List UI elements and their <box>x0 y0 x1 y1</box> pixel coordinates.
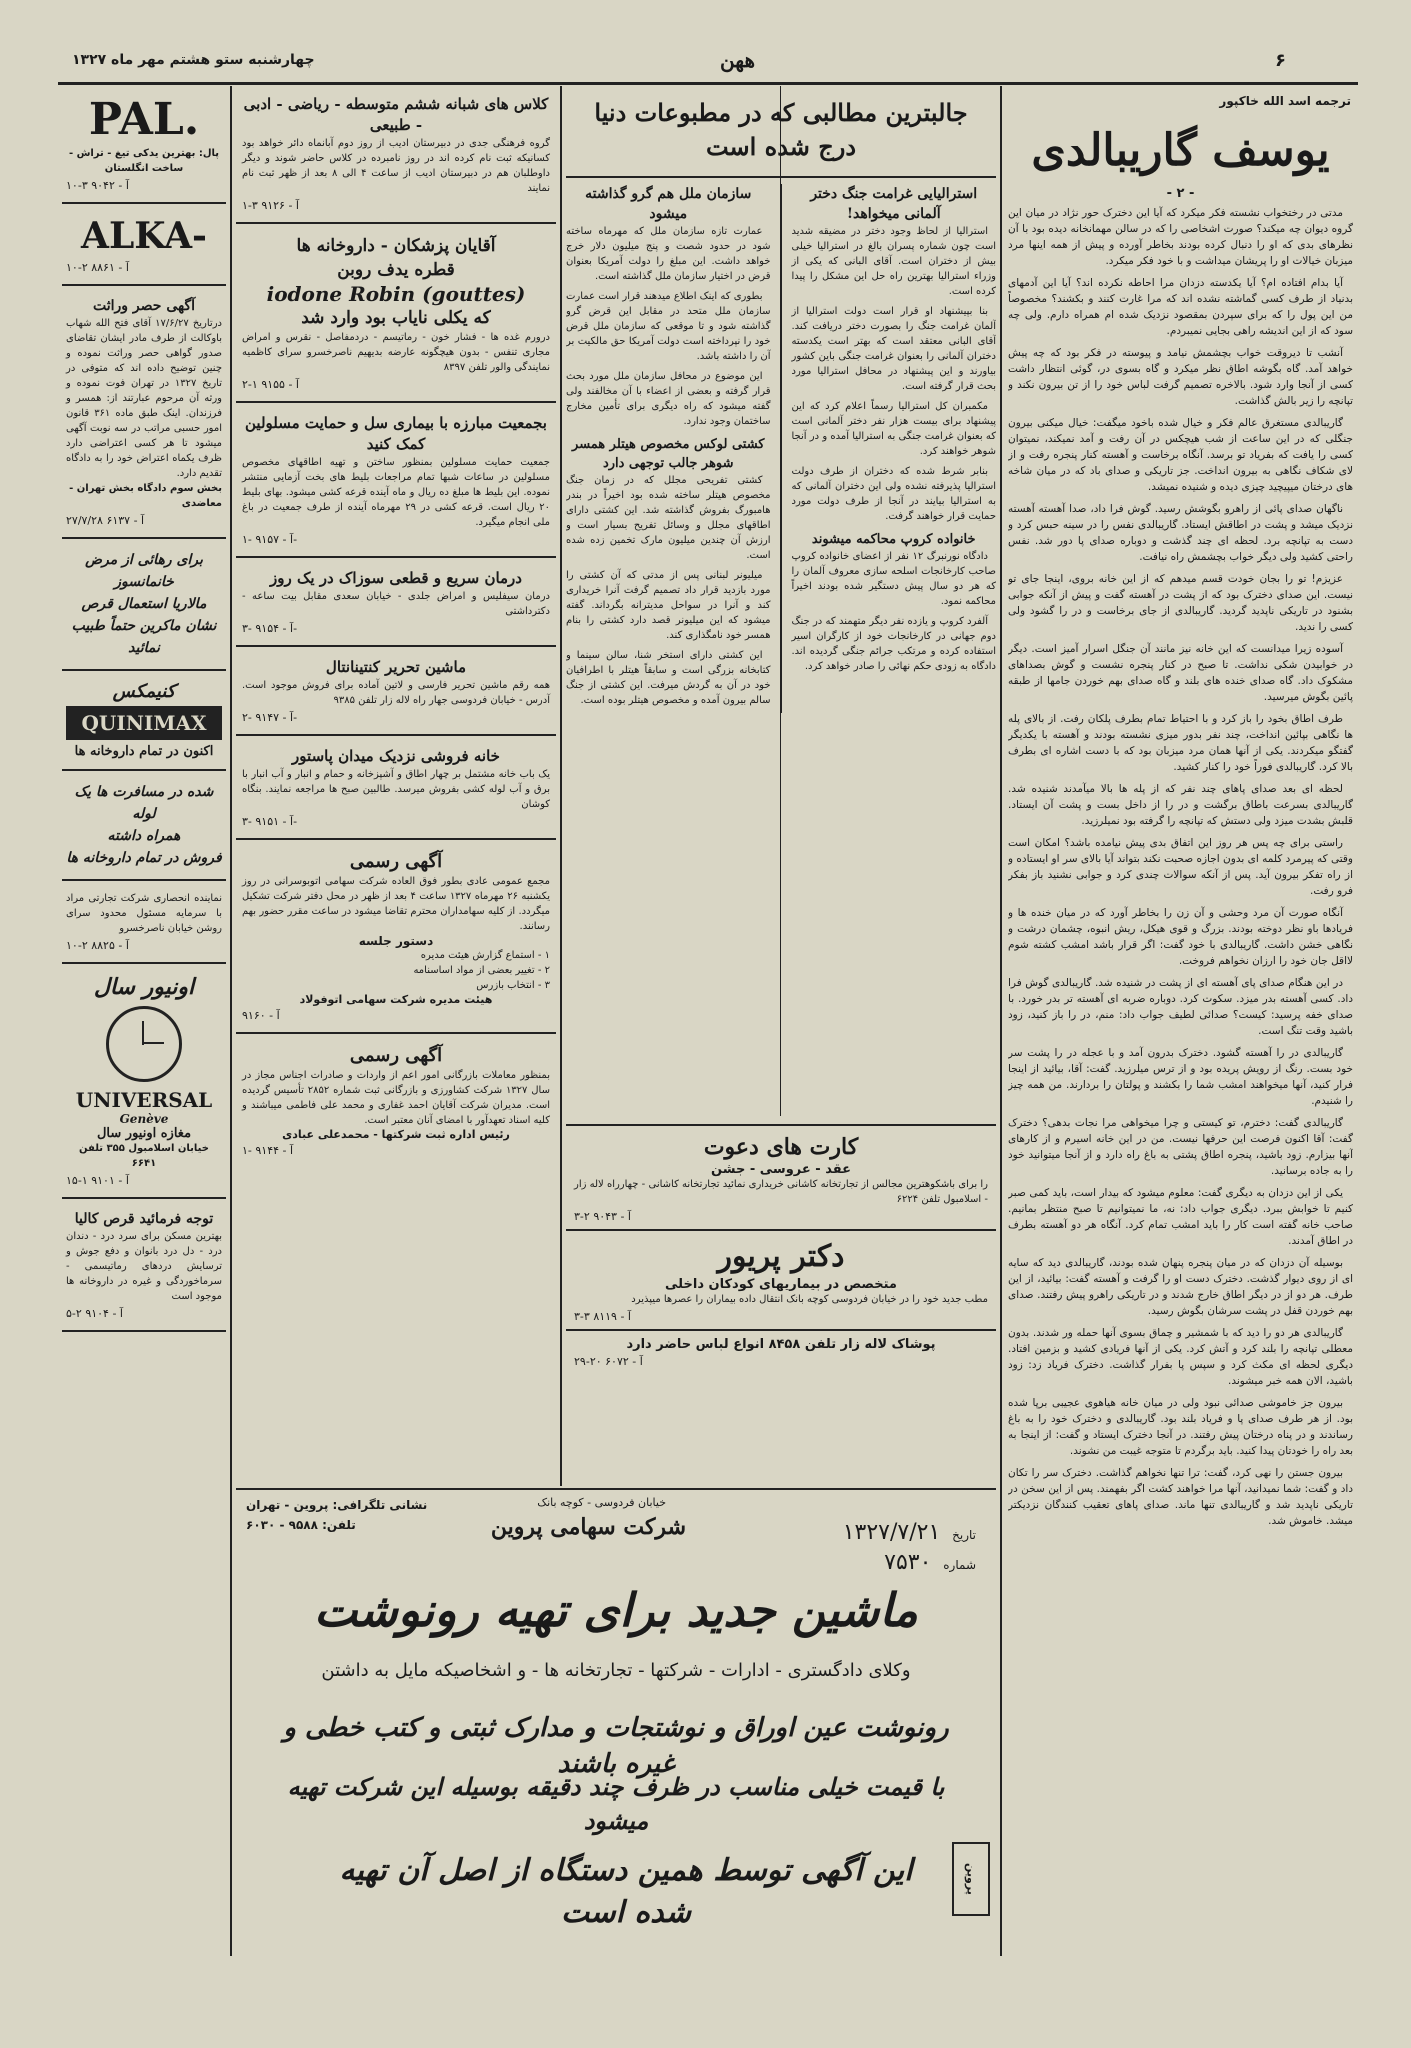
pal-logo: PAL. <box>88 94 200 145</box>
ad-code: آ - ۹۱۶۰ <box>242 1009 280 1022</box>
script-line: فروش در تمام داروخانه ها <box>66 850 222 866</box>
cards-title: کارت های دعوت <box>703 1134 859 1160</box>
serial-paragraph: بوسیله آن دزدان که در میان پنجره پنهان شده بودند، گاریبالدی دید که سایه ای از روی دیوار گذشت. دخترک دست او را گرفت و آهسته گفت: بیائید، از این طرف. هر دو از در دیگر اطاق خارج شدند و در تاریکی راهرو پیش رفتند. صدای بهم خوردن قفل در پشت سرشان بگوش رسید. <box>1008 1257 1353 1317</box>
ad-line: کنیمکس <box>112 681 176 702</box>
ad-code: آ - ۹۱۲۶ ۳-۱ <box>242 199 299 212</box>
company-name: شرکت سهامی پروین <box>490 1514 686 1540</box>
left-ad <box>62 887 226 956</box>
news-section <box>566 90 996 1110</box>
serial-paragraph: گاریبالدی در را آهسته گشود. دخترک بدرون آمد و با عجله در را پشت سر خود بست. رنگ از رویش پریده بود و از ترس میلرزید. گفت: آقا، بیائید از اینجا فرار کنید، آنها میخواهند امشب شما را بکشند و پولتان را بردارند. من همه چیز را شنیدم. <box>1008 1047 1353 1107</box>
clothes-text: پوشاک لاله زار تلفن ۸۴۵۸ انواع لباس حاضر دارد <box>626 1337 936 1352</box>
ad-text: بهترین مسکن برای سرد درد - دندان درد - دل درد بانوان و دفع جوش و ترسایش دردهای رماتیسمی - سرماخوردگی و غیره در داروخانه ها موجود است <box>66 1231 222 1302</box>
serial-paragraph: ناگهان صدای پائی از راهرو بگوشش رسید. گوش فرا داد، صدا آهسته آهسته نزدیک میشد و پشت در اطاقش ایستاد. گاریبالدی نفس را در سینه حبس کرد و دست به تپانچه برد. لحظه ای چند گذشت و دوباره صدای پا دور شد. نفس راحتی کشید ولی دیگر خواب بچشمش راه نیافت. <box>1008 503 1353 563</box>
serial-column <box>1008 90 1353 1950</box>
article-body <box>566 224 771 429</box>
article-paragraph: بنا بپیشنهاد او قرار است دولت استرالیا از آلمان غرامت جنگ را بصورت دختر دریافت کند. آقای البانی معتقد است که بهتر است یکدسته دختران آلمانی را بعنوان غرامت جنگی باین کشور بیاورند و این پیشنهاد در محافل استرالیا مورد بحث قرار گرفته است. <box>791 306 996 392</box>
divider <box>62 537 226 539</box>
divider <box>62 669 226 671</box>
ad-title: آقایان پزشکان - داروخانه ها <box>296 236 496 256</box>
ad-text: پال: بهترین یدکی تیغ - تراش - ساخت انگلستان <box>68 148 220 174</box>
serial-body <box>1008 205 1353 1529</box>
ad-title: کلاس های شبانه ششم متوسطه - ریاضی - ادبی - طبیعی <box>243 95 549 134</box>
serial-paragraph: آسوده زیرا میدانست که این خانه نیز مانند آن جنگل اسرار آمیز است. دیگر در خوابیدن شکی نداشت. تا صبح در کنار پنجره نشست و گوش بصداهای مشکوک داد. گاه صدای خنده های بلند و گاه صدای بهم خوردن جامها از طبقه پائین بگوش میرسید. <box>1008 643 1353 703</box>
number-value: ۷۵۳۰ <box>884 1550 932 1575</box>
left-ad <box>62 677 226 763</box>
ad-text: درتاریخ ۱۷/۶/۲۷ آقای فتح الله شهاب باوکالت از طرف مادر ایشان تقاضای صدور گواهی حصر وراثت نموده و چنین توضیح داده اند که متوفی در تاریخ ۱۳۲۷ در تهران فوت نموده و ورثه آن مرحوم عبارتند از: همسر و فرزندان. اینک طبق ماده ۳۶۱ قانون امور حسبی مراتب در سه نوبت آگهی میشود تا هر کسی اعتراضی دارد ظرف یکماه اعتراض خود را به دادگاه تقدیم دارد. <box>66 318 222 479</box>
article-paragraph: میلیونر لبنانی پس از مدتی که آن کشتی را مورد بازدید قرار داد تصمیم گرفت آنرا خریداری کند و آنرا در سواحل مدیترانه بگرداند. گفته میشود که این میلیونر قصد دارد کشتی را بنام همسر خود نامگذاری کند. <box>566 570 771 641</box>
ad-code: آ - ۶۰۷۲ ۲۰-۲۹ <box>574 1355 643 1368</box>
masthead <box>60 38 1356 78</box>
newspaper-logo: ههن <box>720 48 755 72</box>
notice-title: آگهی رسمی <box>349 851 443 872</box>
ad-line-2: رونوشت عین اوراق و نوشتجات و مدارک ثبتی و کتب خطی و غیره باشند <box>283 1713 949 1779</box>
divider <box>236 1032 556 1034</box>
divider <box>236 401 556 403</box>
classified-ad <box>236 742 556 832</box>
ad-latin-name: iodone Robin (gouttes) <box>266 282 526 306</box>
notice-title: آگهی رسمی <box>349 1045 443 1066</box>
divider <box>62 202 226 204</box>
script-line: نشان ماکرین حتماً طبیب نمائید <box>71 618 217 656</box>
divider <box>62 1197 226 1199</box>
universal-logo: UNIVERSAL <box>75 1088 213 1112</box>
krupp-title: خانواده کروپ محاکمه میشوند <box>811 532 976 547</box>
article-paragraph: بطوری که اینک اطلاع میدهند قرار است عمارت سازمان ملل متحد در مقابل این قرض گرو گذاشته شود و تا موقعی که سازمان ملل قرض خود را نپرداخته است دولت آمریکا حق مالکیت بر آن را داشته باشد. <box>566 291 771 362</box>
number-label: شماره <box>943 1558 976 1572</box>
phone: تلفن: ۹۵۸۸ - ۶۰۳۰ <box>246 1518 356 1532</box>
doctor-name: دکتر پریور <box>717 1239 845 1274</box>
ad-line: اونیور سال <box>93 974 195 1000</box>
serial-part: - ۲ - <box>1166 186 1195 201</box>
doctor-text: مطب جدید خود را در خیابان فردوسی کوچه بانک انتقال داده بیماران را عصرها میپذیرد <box>631 1294 988 1305</box>
left-ad <box>62 777 226 873</box>
ad-line-3: با قیمت خیلی مناسب در ظرف چند دقیقه بوسیله این شرکت تهیه میشود <box>287 1772 945 1835</box>
divider <box>236 222 556 224</box>
ad-code: آ - ۹۱۰۱ ۱-۱۵ <box>66 1174 129 1187</box>
cards-text: را برای باشکوهترین مجالس از تجارتخانه کاشانی خریداری نمائید تجارتخانه کاشانی - چهارراه لاله زار - اسلامبول تلفن ۶۲۲۴ <box>574 1179 988 1205</box>
serial-paragraph: طرف اطاق بخود را باز کرد و با احتیاط تمام بطرف پلکان رفت. از بالای پله ها نگاهی بپائین انداخت، چند نفر بدور میزی نشسته بودند و آهسته با یکدیگر گفتگو میکردند. یکی از آنها همان مرد میزبان بود که با دست اشاره ای بطرف بالا کرد. گاریبالدی فوراً خود را کنار کشید. <box>1008 713 1353 773</box>
divider <box>566 1229 996 1231</box>
ad-line: اکنون در تمام داروخانه ها <box>74 744 214 759</box>
agenda-item: ۲ - تغییر بعضی از مواد اساسنامه <box>413 965 550 976</box>
quinimax-logo: QUINIMAX <box>66 706 222 740</box>
classified-ad <box>236 409 556 550</box>
serial-paragraph: گاریبالدی مستغرق عالم فکر و خیال شده باخود میگفت: خیال میکنی بیرون جنگلی که در این ساعت از شب هیچکس در آن رفت و آمد نمیکند، نمیتوان کسی را یافت که بفریاد تو برسد. آنگاه برخاست و آهسته کنار پنجره رفت و از لای شکاف نگاهی به بیرون انداخت. جز تاریکی و صدای باد که در میان شاخه های درختان میپیچید چیزی دیده و شنیده نمیشد. <box>1008 417 1353 493</box>
official-notice <box>236 1040 556 1161</box>
ad-text: نماینده انحصاری شرکت تجارتی مراد با سرمایه مسئول محدود سرای روشن خیابان ناصرخسرو <box>66 893 222 934</box>
divider <box>236 645 556 647</box>
cards-subtitle: عقد - عروسی - جشن <box>711 1162 851 1177</box>
ad-text: درمان سیفلیس و امراض جلدی - خیابان سعدی مقابل بیت ساعه - دکترداشتی <box>242 591 550 617</box>
date-value: ۱۳۲۷/۷/۲۱ <box>842 1520 941 1545</box>
article-paragraph: عمارت تازه سازمان ملل که مهرماه ساخته شود در حدود شصت و پنج میلیون دلار خرج خواهد داشت. این مبلغ را دولت آمریکا بعنوان قرض در اختیار سازمان ملل گذاشته است. <box>566 226 771 282</box>
ad-tagline: که یکلی نایاب بود وارد شد <box>301 308 491 328</box>
script-line: برای رهائی از مرض خانمانسوز <box>85 552 203 590</box>
center-ads <box>566 1118 996 1478</box>
serial-paragraph: مدتی در رختخواب نشسته فکر میکرد که آیا این دخترک حور نژاد در میان این گروه دیوان چه میکند؟ صورت اشخاصی را که در سالن مهمانخانه دیده بود با آن نظرهای بدی که او را دنبال کرده بودند بخاطر آورده و پیش از همه اینها مرد میزبان خیالات او را پریشان میداشت و با خود فکر میکرد. <box>1008 207 1353 267</box>
ad-code: آ - ۹۱۵۷ -۱- <box>242 533 298 546</box>
page-number: ۶ <box>1275 50 1286 71</box>
ad-code: آ - ۹۰۴۲ ۳-۱۰ <box>66 179 129 192</box>
divider <box>566 1124 996 1126</box>
ad-code: آ - ۸۸۲۵ ۲-۱۰ <box>66 939 129 952</box>
ad-code: آ - ۶۱۳۷ ۲۷/۷/۲۸ <box>66 514 145 527</box>
notice-signature: هیئت مدیره شرکت سهامی اتوفولاد <box>299 993 493 1006</box>
ad-audience: وکلای دادگستری - ادارات - شرکتها - تجارتخانه ها - و اشخاصیکه مایل به داشتن <box>321 1660 911 1681</box>
article-paragraph: دادگاه نورنبرگ ۱۲ نفر از اعضای خانواده کروپ صاحب کارخانجات اسلحه سازی معروف آلمان را که هر دو سال پیش دستگیر شده بودند اخیراً محاکمه نمود. <box>791 551 996 607</box>
alka-logo: ALKA- <box>81 215 207 257</box>
ad-text: همه رقم ماشین تحریر فارسی و لاتین آماده برای فروش موجود است. آدرس - خیابان فردوسی جهار راه لاله زار تلفن ۹۳۸۵ <box>242 680 550 706</box>
un-title: سازمان ملل هم گرو گذاشته میشود <box>585 186 752 222</box>
australia-title: استرالیایی غرامت جنگ دختر آلمانی میخواهد! <box>810 186 978 222</box>
article-paragraph: استرالیا از لحاظ وجود دختر در مضیقه شدید است چون شماره پسران بالغ در استرالیا خیلی بیش از دختران است. آقای البانی که یکی از وزراء استرالیا بهترین راه حل این مشکل را پیدا کرده است. <box>791 226 996 297</box>
serial-paragraph: آیا بدام افتاده ام؟ آیا یکدسته دزدان مرا احاطه نکرده اند؟ آیا این آدمهای بدنیاد از طرف کسی گماشته نشده اند که مرا غارت کنند و بکشند؟ مخصوصاً من این پول را که برای سپردن بمقصود نزدیک شده ام همراه دارم. ولی چه سود که از این اندیشه راهی بجایی نمیبردم. <box>1008 277 1353 337</box>
column-rule <box>560 86 562 1486</box>
letter-number <box>884 1550 976 1575</box>
ad-text: گروه فرهنگی جدی در دبیرستان ادیب از روز دوم آبانماه دائر خواهد بود کسانیکه ثبت نام کرده اند در روز نامبرده در کلاس حاضر شوند و دیگر داوطلبان هم در دبیرستان ادیب از ساعت ۴ الی ۸ بعد از ظهر ثبت نام نمایند <box>242 138 550 194</box>
article-paragraph: کشتی تفریحی مجلل که در زمان جنگ مخصوص هیتلر ساخته شده بود اخیراً در بندر هامبورگ بفروش گذاشته شد. این کشتی دارای اطاقهای مجلل و وسائل تفریح بسیار است و ارزش آن چندین میلیون مارک تخمین زده شده است. <box>566 475 771 561</box>
shop-address: خیابان اسلامبول ۳۵۵ تلفن ۶۶۴۱ <box>79 1143 209 1169</box>
doctor-ad <box>566 1237 996 1323</box>
ad-title-2: قطره یدف روبن <box>337 260 455 280</box>
official-notice <box>236 846 556 1026</box>
ad-code: آ - ۹۱۴۷ -۲- <box>242 711 298 724</box>
left-ad <box>62 90 226 196</box>
notice-signature: رئیس اداره ثبت شرکتها - محمدعلی عبادی <box>282 1128 510 1141</box>
ad-text: یک باب خانه مشتمل بر چهار اطاق و آشپزخانه و حمام و انبار و آب انبار با برق و آب لوله کشی بفروش میرسد. طالبین صبح ها مراجعه نمایند. بنگاه کوشان <box>242 769 550 810</box>
article-body <box>792 549 997 674</box>
date-label: تاریخ <box>952 1528 976 1542</box>
ad-code: آ - ۹۱۵۵ ۱-۲ <box>242 378 299 391</box>
left-ad <box>62 545 226 663</box>
agenda-item: ۳ - انتخاب بازرس <box>476 980 550 991</box>
serial-paragraph: در این هنگام صدای پای آهسته ای از پشت در شنیده شد. گاریبالدی گوش فرا داد. کسی آهسته بدر میزد. سکوت کرد. دوباره ضربه ای آهسته تر بدر خورد. با صدای خفه پرسید: کیست؟ صدائی لطیف جواب داد: منم، در را باز کنید، زود باشید وقت تنگ است. <box>1008 977 1353 1037</box>
australia-article <box>792 184 997 713</box>
divider <box>62 769 226 771</box>
ad-code: آ - ۸۱۱۹ ۳-۳ <box>574 1310 631 1323</box>
left-ad <box>62 210 226 278</box>
classified-ad <box>236 564 556 639</box>
stamp-text: پروین <box>964 1863 978 1895</box>
serial-paragraph: راستی برای چه پس هر روز این اتفاق بدی پیش نیامده باشد؟ امکان است وقتی که پیرمرد کلمه ای بدون اجازه صحبت نکند بتواند آیا بالای سر او ایستاده و از راه تفکر بیرون آید. پس از آنکه سوالات چندی کرد و جوابی نشنید باز بفکر فرو رفت. <box>1008 837 1353 897</box>
telegraph: نشانی تلگرافی: پروین - تهران <box>246 1498 428 1512</box>
ad-text: درورم غده ها - فشار خون - رماتیسم - دردمفاصل - نقرس و امراض مجاری تنفس - بدون هیچگونه عارضه بدیهیم ناصرخسرو سرای کاظمیه نمایندگی والور تلفن ۸۳۹۷ <box>242 332 550 373</box>
news-title: جالبترین مطالبی که در مطبوعات دنیا درج شده است <box>594 98 968 161</box>
ad-title: توجه فرمائید قرص کالیا <box>74 1211 214 1227</box>
serial-paragraph: بیرون جز خاموشی صدائی نبود ولی در میان خانه هیاهوی عجیبی برپا شده بود. از هر طرف صدای پا و فریاد بلند بود. گاریبالدی و دخترک خود را به باغ رساندند و در پناه درختان پیش رفتند. در آنجا دخترک ایستاد و گفت: از اینجا به بعد راه را خودتان پیدا کنید. باید برگردم تا متوجه غیبت من نشوند. <box>1008 1397 1353 1457</box>
divider <box>236 556 556 558</box>
ad-code: آ - ۹۱۵۴ -۳- <box>242 622 298 635</box>
ad-title: بجمعیت مبارزه با بیماری سل و حمایت مسلولین کمک کنید <box>245 414 547 453</box>
doctor-specialty: متخصص در بیماریهای کودکان داخلی <box>665 1277 897 1292</box>
ad-footer: این آگهی توسط همین دستگاه از اصل آن تهیه شده است <box>339 1853 913 1930</box>
translator-credit: ترجمه اسد الله خاکپور <box>1219 94 1351 108</box>
serial-paragraph: یکی از این دزدان به دیگری گفت: معلوم میشود که بیدار است، باید کمی صبر کنیم تا خوابش ببرد. دیگری جواب داد: نه، ما نمیتوانیم تا صبح منتظر بمانیم. صاحب خانه گفته است کار را باید امشب تمام کرد. آنگاه هر دو آهسته بطرف در اطاق آمدند. <box>1008 1187 1353 1247</box>
article-body <box>792 224 997 524</box>
watch-hand-icon <box>142 1042 164 1044</box>
serial-paragraph: گاریبالدی گفت: دخترم، تو کیستی و چرا میخواهی مرا نجات بدهی؟ دخترک گفت: آقا اکنون فرصت این حرفها نیست. من در این خانه اسیرم و از کارهای آنها بیزارم. زود باشید، پنجره اطاق پشتی به باغ راه دارد و از آنجا میتوانید خود را به جاده برسانید. <box>1008 1117 1353 1177</box>
divider <box>62 284 226 286</box>
ad-title: آگهی حصر وراثت <box>93 298 195 314</box>
universal-sub: Genève <box>119 1112 169 1126</box>
article-paragraph: این موضوع در محافل سازمان ملل مورد بحث قرار گرفته و بعضی از اعضاء با آن مخالفند ولی گفته میشود که راه دیگری برای تأمین مخارج ساختمان وجود ندارد. <box>566 371 771 427</box>
serial-title: یوسف گاریبالدی <box>1031 125 1330 176</box>
divider <box>566 1329 996 1331</box>
ad-code: آ - ۹۱۴۴ -۱ <box>242 1144 294 1157</box>
serial-paragraph: لحظه ای بعد صدای پاهای چند نفر که از پله ها بالا میآمدند شنیده شد. گاریبالدی بسرعت باطاق برگشت و در را از داخل بست و پشت آن ایستاد. قلبش بشدت میزد ولی دستش که تپانچه را گرفته بود نمیلرزید. <box>1008 783 1353 827</box>
article-body <box>566 473 771 708</box>
ad-code: آ - ۸۸۶۱ ۲-۱۰ <box>66 261 129 274</box>
serial-paragraph: آنشب تا دیروقت خواب بچشمش نیامد و پیوسته در فکر بود که چه پیش خواهد آمد. گاه بگوشه اطاق نظر میکرد و گاه بسوی در، گوئی انتظار داشت کسی از آنجا وارد شود. بالاخره تصمیم گرفت لباس خود را از تن بیرون نکند و تپانچه را زیر بالش گذاشت. <box>1008 347 1353 407</box>
left-ad <box>62 292 226 531</box>
divider <box>62 879 226 881</box>
agenda-item: ۱ - استماع گزارش هیئت مدیره <box>420 950 550 961</box>
masthead-rule <box>58 82 1358 85</box>
notice-text: مجمع عمومی عادی بطور فوق العاده شرکت سهامی اتوبوسرانی در روز یکشنبه ۲۶ مهرماه ۱۳۲۷ ساعت ۴ بعد از ظهر در محل دفتر شرکت تشکیل میگردد. از کلیه سهامداران محترم تقاضا میشود در ساعت مقرر حضور بهم رسانند. <box>242 876 550 932</box>
ad-title: ماشین تحریر کنتینانتال <box>325 658 467 676</box>
left-ad <box>62 970 226 1191</box>
divider <box>236 734 556 736</box>
column-rule <box>230 86 232 1956</box>
middle-ads-column <box>236 90 556 1485</box>
divider <box>566 176 996 178</box>
ad-code: آ - ۹۱۵۱ -۳- <box>242 815 298 828</box>
article-paragraph: آلفرد کروپ و یازده نفر دیگر متهمند که در جنگ دوم جهانی در کارخانجات خود از کارگران اسیر استفاده کرده و مرتکب جرائم جنگی گردیده اند. دادگاه به زودی حکم نهائی را صادر خواهد کرد. <box>791 616 996 672</box>
notice-text: بمنظور معاملات بازرگانی امور اعم از واردات و صادرات اجناس مجاز در سال ۱۳۲۷ شرکت کشاورزی و بازرگانی ثبت شماره ۲۸۵۲ تأسیس گردیده است. مدیران شرکت آقایان احمد غفاری و محمد علی فاطمی میباشند و کلیه اسناد تعهدآور با امضای آنان معتبر است. <box>242 1070 550 1126</box>
classified-ad <box>236 653 556 728</box>
left-ad <box>62 1205 226 1324</box>
parvin-big-ad <box>236 1488 996 1950</box>
serial-paragraph: گاریبالدی هر دو را دید که با شمشیر و چماق بسوی آنها حمله ور شدند. بدون معطلی تپانچه را بلند کرد و آتش کرد. یکی از آنها فریادی کشید و بزمین افتاد. دیگری لحظه ای مکث کرد و سپس پا بفرار گذاشت. دخترک فریاد زد: زود باشید، الان همه خبر میشوند. <box>1008 1327 1353 1387</box>
serial-paragraph: عزیزم! تو را بجان خودت قسم میدهم که از این خانه بروی، اینجا جای تو نیست. این صدای دخترک بود که از پشت در آهسته گفت و پیش از آنکه جوابی بشنود در تاریکی ناپدید گردید. گاریبالدی از جای برخاست و در را گشود ولی کسی را ندید. <box>1008 573 1353 633</box>
ad-title: درمان سریع و قطعی سوزاک در یک روز <box>270 569 522 587</box>
shop-name: مغازه اونیور سال <box>96 1126 192 1141</box>
ad-code: آ - ۹۱۰۴ ۲-۵ <box>66 1307 123 1320</box>
company-address: خیابان فردوسی - کوچه بانک <box>537 1496 666 1509</box>
article-paragraph: بنابر شرط شده که دختران از طرف دولت استرالیا پذیرفته نشده ولی این دختران آلمانی که به استرالیا بیایند در آنجا از طرف دولت مورد حمایت قرار خواهند گرفت. <box>791 466 996 522</box>
watch-icon <box>106 1006 182 1082</box>
ad-signature: بخش سوم دادگاه بخش تهران - معاضدی <box>69 483 222 509</box>
divider <box>62 1330 226 1332</box>
ad-text: جمعیت حمایت مسلولین بمنظور ساختن و تهیه اطاقهای مخصوص مسلولین در ساعات شبها تمام مراجعات بلیط های بخت آزمایی منتشر نموده. این بلیط ها مبلغ ده ریال و ماه آینده قرعه کشی میشود. بهای بلیط ۲۰ ریال است. قرعه کشی در ۲۹ مهرماه آینده از طرف جمعیت در باغ ملی انجام میگیرد. <box>242 457 551 528</box>
clothes-ad <box>566 1337 996 1368</box>
script-line: مالاریا استعمال قرص <box>81 596 207 612</box>
article-paragraph: مکمبران کل استرالیا رسماً اعلام کرد که این پیشنهاد برای بیست هزار نفر دختر آلمانی است که بعنوان غرامت جنگی به استرالیا آمده و در آنجا شوهر خواهند کرد. <box>791 401 996 457</box>
script-line: همراه داشته <box>107 828 181 844</box>
column-rule <box>1000 86 1002 1956</box>
hitler-ship-title: کشتی لوکس مخصوص هیتلر همسر شوهر جالب توجهی دارد <box>572 437 765 471</box>
article-paragraph: این کشتی دارای استخر شنا، سالن سینما و کتابخانه بزرگی است و سابقاً هیتلر با اطرافیان خود در آن به گردش میرفت. این کشتی از جنگ سالم بیرون آمده و مخصوص هیتلر بوده است. <box>566 650 771 706</box>
classified-ad <box>236 230 556 395</box>
un-article <box>566 184 771 713</box>
script-line: شده در مسافرت ها یک لوله <box>74 784 214 822</box>
serial-paragraph: بیرون جستن را نهی کرد، گفت: ترا تنها نخواهم گذاشت. دخترک سر را تکان داد و گفت: شما نمیدانید، آنها مرا خواهند کشت اگر بفهمند. پس از این سخن در تاریکی ناپدید شد و گاریبالدی تنها ماند. صدای پاهای تعقیب کنندگان نزدیکتر میشد. خاموش شد. <box>1008 1467 1353 1527</box>
divider <box>62 962 226 964</box>
company-stamp <box>952 1842 990 1916</box>
invitation-cards-ad <box>566 1132 996 1223</box>
serial-paragraph: آنگاه صورت آن مرد وحشی و آن زن را بخاطر آورد که در میان خنده ها و فریادها باو نظر دوخته بودند. بزرگ و قوی هیکل، ریش انبوه، چشمان درشت و نگاهی خشن داشت. گاریبالدی با خود گفت: اگر قرار باشد امشب کشته شوم لااقل جان خود را ارزان نخواهم فروخت. <box>1008 907 1353 967</box>
agenda-title: دستور جلسه <box>358 934 434 948</box>
divider <box>236 838 556 840</box>
left-ads-column <box>62 90 226 1950</box>
ad-headline: ماشین جدید برای تهیه رونوشت <box>314 1583 918 1637</box>
ad-title: خانه فروشی نزدیک میدان پاستور <box>292 747 500 765</box>
page-date: چهارشنبه ستو هشتم مهر ماه ۱۳۲۷ <box>72 52 315 68</box>
ad-code: آ - ۹۰۴۳ ۲-۳ <box>574 1210 631 1223</box>
letter-date <box>843 1520 976 1545</box>
classified-ad <box>236 90 556 216</box>
